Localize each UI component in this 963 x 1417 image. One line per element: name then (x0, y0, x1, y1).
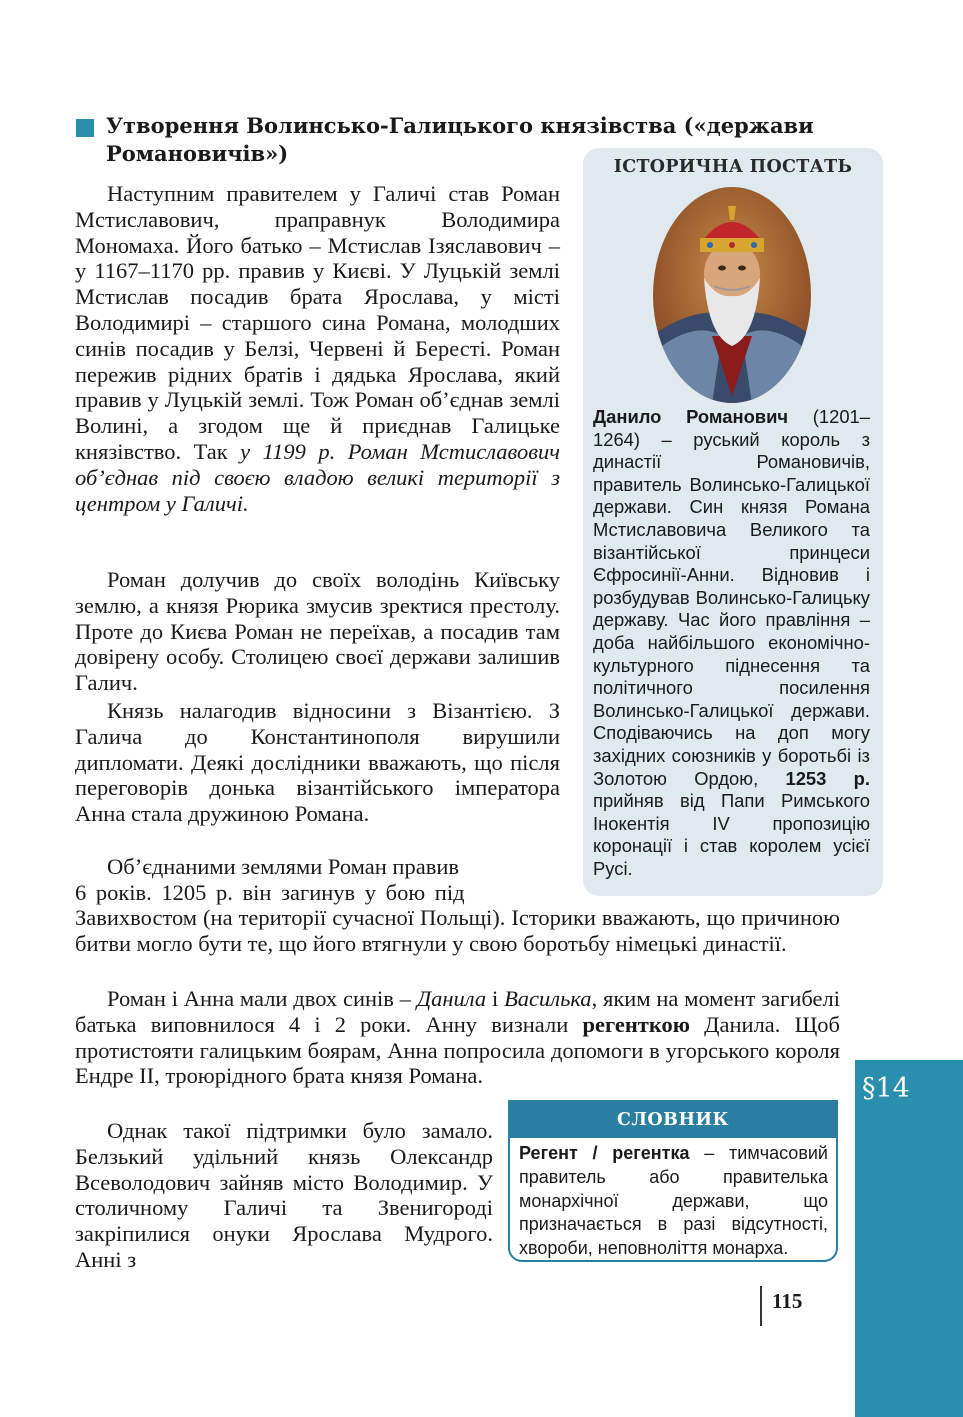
figure-text-a: (1201–1264) – руський король з династії Романовичів, правитель Волинсько-Галицької держави. Син князя Романа Мстиславовича Великого та візантійської принцеси Єфросинії-Анни. Відновив і розбудував Волинсько-Галицьку державу. Час його правління – доба найбільшого економічно-культурного піднесення та політичного посилення Волинсько-Галицької держави. Сподіваючись на доп могу західних союзників у боротьбі із Золотою Ордою, (593, 406, 871, 789)
section-side-tab-label: §14 (862, 1073, 910, 1104)
paragraph-1 (75, 181, 560, 516)
page-number: 115 (772, 1289, 803, 1313)
name-danyla: Данила (416, 986, 487, 1011)
glossary-title: СЛОВНИК (510, 1102, 836, 1138)
paragraph-1-italic: у 1199 р. Роман Мстиславович об’єднав під своєю владою великі території з центром у Галичі. (75, 438, 560, 516)
paragraph-4-line1: Об’єднаними землями Роман правив (107, 854, 459, 879)
paragraph-1-text: Наступним правителем у Галичі став Роман Мстиславович, праправнук Володимира Мономаха. Його батько – Мстислав Ізяславович – у 1167–1170 рр. правив у Києві. У Луцькій землі Мстислав посадив брата Ярослава, у місті Володимирі – старшого сина Романа, молодших синів посадив у Белзі, Червені й Бересті. Роман пережив рідних братів і дядька Ярослава, який правив у Луцькій землі. Тож Роман об’єднав землі Волині, а згодом ще й приєднав Галицьке князівство. Так (75, 181, 560, 464)
paragraph-6 (75, 1118, 493, 1273)
glossary-term: Регент / регентка (519, 1143, 690, 1163)
section-heading-line2: Романовичів») (106, 141, 289, 166)
figure-year: 1253 р. (785, 767, 871, 789)
figure-text-b: прийняв від Папи Римського Інокентія IV пропозицію коронації і став королем усієї Русі. (593, 790, 870, 879)
paragraph-4-line2: 6 років. 1205 р. він загинув у бою під (75, 879, 465, 905)
page-number-rule (760, 1286, 762, 1326)
paragraph-5 (75, 986, 840, 1089)
paragraph-5-b: і (486, 986, 505, 1011)
section-side-tab (855, 1060, 963, 1417)
paragraph-5-d: Данила. Щоб протистояти галицьким боярам, Анна попросила допомоги в угорського короля Ендре ІІ, троюрідного брата князя Романа. (75, 1011, 840, 1089)
paragraph-2-text: Роман долучив до своїх володінь Київську землю, а князя Рюрика змусив зректися престолу. Проте до Києва Роман не переїхав, а посадив там довірену особу. Столицею своєї держави залишив Галич. (75, 567, 560, 696)
paragraph-5-a: Роман і Анна мали двох синів – (107, 986, 417, 1011)
heading-square-marker (76, 119, 94, 137)
figure-card-title: ІСТОРИЧНА ПОСТАТЬ (613, 157, 853, 177)
glossary-box (508, 1100, 838, 1262)
name-vasylka: Василька (504, 986, 592, 1011)
section-heading-line1: Утворення Волинсько-Галицького князівства («держави (106, 113, 814, 138)
figure-name: Данило Романович (593, 406, 789, 427)
figure-card-description (593, 406, 870, 880)
paragraph-6-text: Однак такої підтримки було замало. Белзький удільний князь Олександр Всеволодович зайняв місто Володимир. У столичному Галичі та Звенигороді закріпилися онуки Ярослава Мудрого. Анні з (75, 1118, 493, 1272)
paragraph-4-rest-text: Завихвостом (на території сучасної Польщі). Історики вважають, що причиною битви могло бути те, що його втягнули у свою боротьбу німецькі династії. (75, 905, 840, 956)
paragraph-2 (75, 567, 560, 696)
paragraph-5-c: , яким на момент загибелі батька виповнилося 4 і 2 роки. Анну визнали (75, 986, 840, 1037)
glossary-definition: – тимчасовий правитель або правителька монархічної держави, що призначається в разі відсутності, хвороби, неповноліття монарха. (519, 1143, 828, 1259)
paragraph-4-start (75, 854, 560, 906)
glossary-body (510, 1138, 836, 1261)
paragraph-3 (75, 698, 560, 827)
term-regentkoyu: регенткою (582, 1011, 690, 1037)
paragraph-4-rest (75, 905, 840, 957)
paragraph-3-text: Князь налагодив відносини з Візантією. З Галича до Константинополя вирушили дипломати. Деякі дослідники вважають, що після переговорів донька візантійського імператора Анна стала дружиною Романа. (75, 698, 560, 827)
danylo-portrait-image (652, 186, 812, 404)
